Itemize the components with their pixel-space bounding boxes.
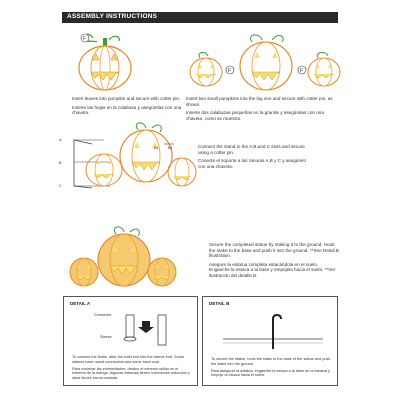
detail-b-illustration	[223, 313, 323, 353]
detail-b-en: To secure the statue, hook the stake to the base of the statue and push the stake into the ground.	[211, 357, 331, 366]
detail-a-title: DETAIL A	[70, 301, 91, 306]
svg-text:F: F	[228, 68, 232, 74]
step1-es: Inserte las hojas en la calabaza y asegúrelas con una chaveta.	[72, 104, 182, 116]
detail-a-en: To connect the limbs, slide the solid end into the sleeve end. Some statues have round connectors and some have oval.	[72, 355, 185, 364]
sleeve-label: Sleeve	[100, 335, 112, 339]
step1-illustration	[75, 30, 135, 92]
detail-b-title: DETAIL B	[209, 301, 230, 306]
detail-a-es: Para conectar las extremidades, deslice el extremo sólido en el extremo de la manga. Algunas estatuas tienen conectores redondos y otras tienen forma ovalada.	[72, 366, 190, 381]
step3-illustration	[64, 118, 196, 194]
connector-label: Connector	[94, 313, 112, 317]
label-b1: B1	[168, 146, 173, 150]
label-c: C	[59, 184, 62, 188]
svg-text:F: F	[300, 68, 304, 74]
section-title: ASSEMBLY INSTRUCTIONS	[67, 13, 158, 20]
step2-illustration	[186, 30, 346, 95]
step3-text	[198, 144, 308, 172]
detail-b-panel	[202, 296, 338, 386]
step2-text	[186, 96, 336, 124]
step1-en: Insert leaves into pumpkin and secure with cotter pin.	[72, 96, 181, 101]
label-a: A	[59, 138, 62, 142]
svg-text:F: F	[83, 36, 87, 42]
detail-b-es: Para asegurar la estatua, enganche la estaca a la base de la estatua y empuje la estaca hacia el suelo.	[211, 368, 330, 378]
step2-es: Inserte dos calabazas pequeñas en la grande y asegúrelas con una chaveta, como se muestra.	[186, 110, 324, 121]
section-header	[62, 12, 338, 23]
step4-es: Asegure la estatua completa estacándola en el suelo. Enganche la estaca a la base y empújela hacia el suelo. **Ver ilustración del detalle B.	[209, 261, 336, 278]
detail-b-text	[211, 357, 331, 378]
step4-illustration	[66, 226, 178, 292]
step2-en: Insert two small pumpkins into the big one and secure with cotter pin, as shown.	[186, 96, 333, 107]
step1-text	[72, 96, 182, 119]
label-a1: A1	[154, 146, 159, 150]
step4-text	[209, 242, 339, 282]
detail-a-panel	[63, 296, 198, 386]
step3-es: Conecte el soporte a las ranuras A,B y C y asegúrelo con una chaveta.	[198, 158, 307, 169]
label-b: B	[59, 161, 62, 165]
detail-a-illustration	[104, 311, 174, 351]
step4-en: Secure the completed statue by staking it to the ground. Hook the stake to the base and push it into the ground. **See Detail B Illustration.	[209, 242, 339, 259]
step3-en: Connect the stand to the A,B,and C slots and secure using a cotter pin.	[198, 144, 305, 155]
detail-a-text	[72, 355, 192, 381]
